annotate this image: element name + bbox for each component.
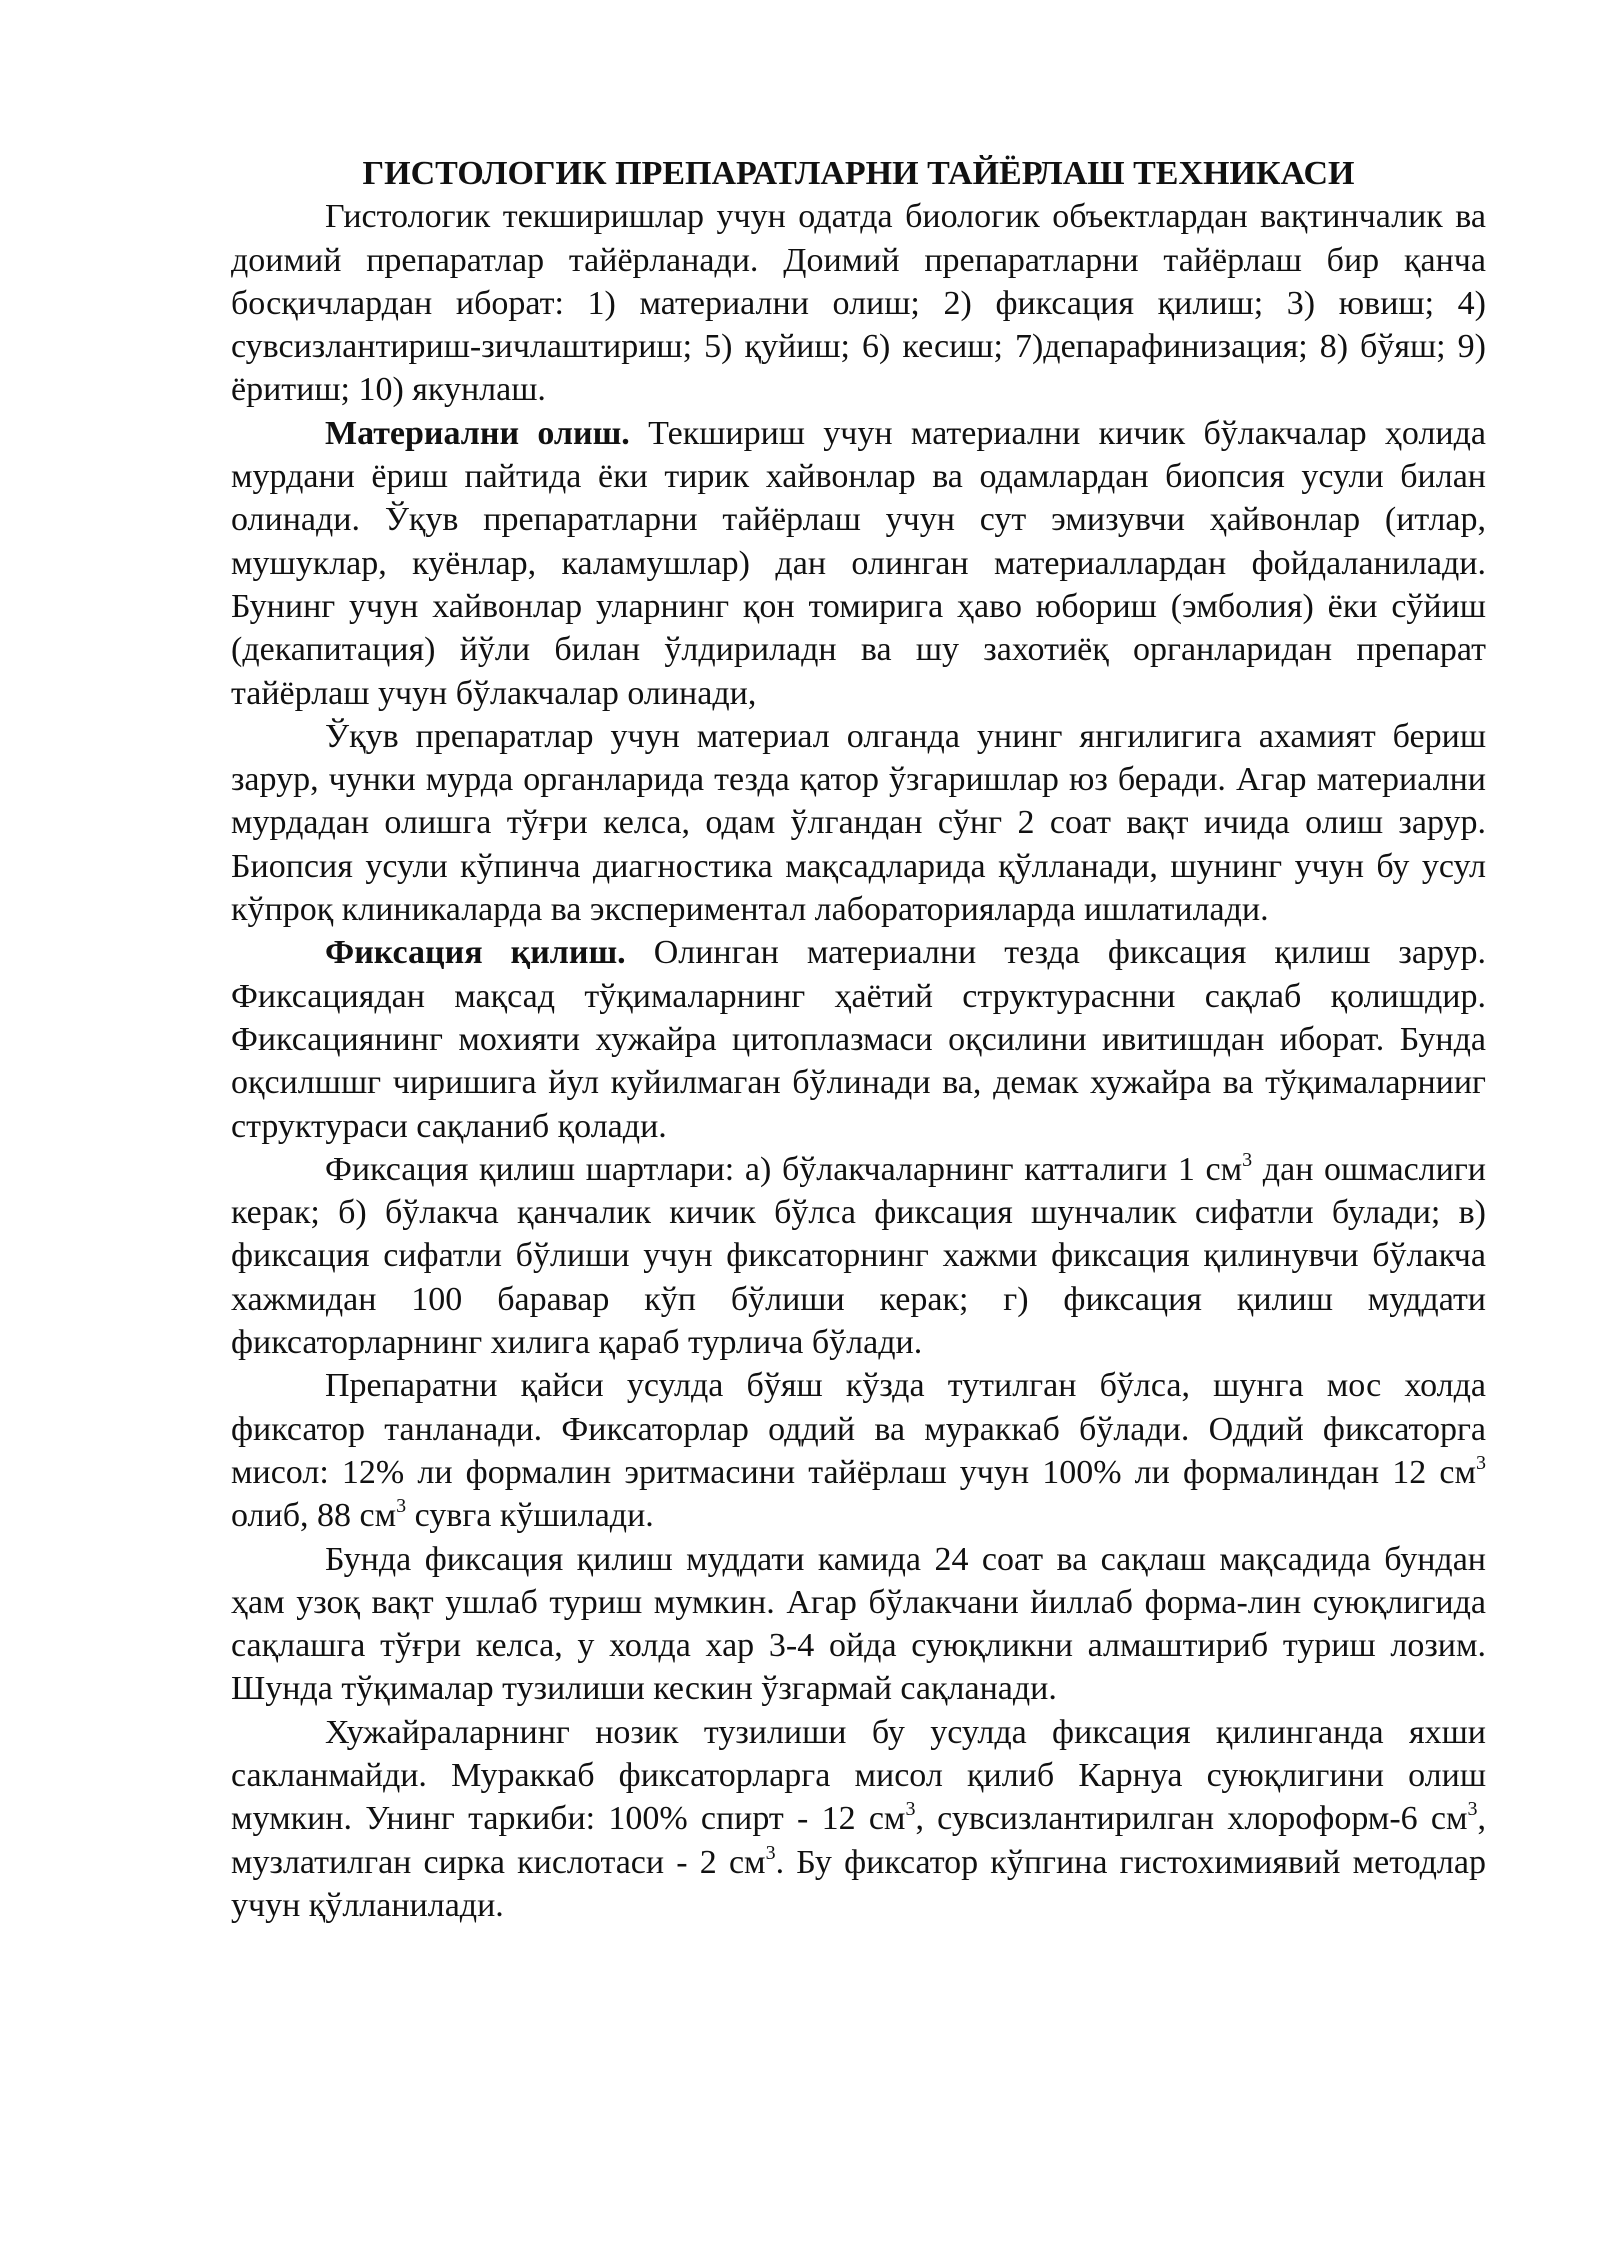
paragraph-text: , музлатилган сирка кислотаси - 2 см xyxy=(231,1800,1486,1881)
superscript: 3 xyxy=(1476,1451,1486,1474)
paragraph-text: , сувсизлантирилган хлороформ-6 см xyxy=(915,1800,1468,1838)
paragraph-text: Текшириш учун материални кичик бўлакчалар ҳолида мурдани ёриш пайтида ёки тирик хайвонлар ва одамлардан биопсия усули билан олинади. Ўқув препаратларни тайёрлаш учун сут эмизувчи ҳайвонлар (итлар, мушуклар, куёнлар, каламушлар) дан олинган материаллардан фойдаланилади. Бунинг учун хайвонлар уларнинг қон томирига ҳаво юбориш (эмболия) ёки сўйиш (декапитация) йўли билан ўлдириладн ва шу захотиёқ органларидан препарат тайёрлаш учун бўлакчалар олинади, xyxy=(231,414,1486,712)
paragraph-text: Хужайраларнинг нозик тузилиши бу усулда фиксация қилинганда яхши сакланмайди. Мураккаб фиксаторларга мисол қилиб Карнуа суюқлигини олиш мумкин. Унинг таркиби: 100% спирт - 12 см xyxy=(231,1713,1486,1838)
section-heading-fixation: Фиксация қилиш. xyxy=(325,934,626,972)
paragraph-text: Олинган материални тезда фиксация қилиш зарур. Фиксациядан мақсад тўқималарнинг ҳаётий структураснни сақлаб қолишдир. Фиксациянинг мохияти хужайра цитоплазмаси оқсилини ивитишдан иборат. Бунда оқсилшшг чиришига йул куйилмаган бўлинади ва, демак хужайра ва тўқималарнииг структураси сақланиб қолади. xyxy=(231,934,1486,1145)
paragraph-text: дан ошмаслиги керак; б) бўлакча қанчалик кичик бўлса фиксация шунчалик сифатли булади; в) фиксация сифатли бўлиши учун фиксаторнинг хажми фиксация қилинувчи бўлакча хажмидан 100 баравар кўп бўлиши керак; г) фиксация қилиш муддати фиксаторларнинг хилига қараб турлича бўлади. xyxy=(231,1150,1486,1362)
document-title: ГИСТОЛОГИК ПРЕПАРАТЛАРНИ ТАЙЁРЛАШ ТЕХНИКАСИ xyxy=(362,155,1355,192)
paragraph-text: . Бу фиксатор кўпгина гистохимиявий методлар учун қўлланилади. xyxy=(231,1843,1486,1924)
section-heading-material-collection: Материални олиш. xyxy=(325,414,630,452)
paragraph-fixator-choice xyxy=(231,1364,1486,1537)
paragraph-training-preparations: Ўқув препаратлар учун материал олганда унинг янгилигига ахамият бериш зарур, чунки мурда органларида тезда қатор ўзгаришлар юз беради. Агар материални мурдадан олишга тўғри келса, одам ўлгандан сўнг 2 соат вақт ичида олиш зарур. Биопсия усули кўпинча диагностика мақсадларида қўлланади, шунинг учун бу усул кўпроқ клиникаларда ва экспериментал лабораторияларда ишлатилади. xyxy=(231,717,1486,929)
paragraph-fixation xyxy=(231,931,1486,1147)
paragraph-text: Препаратни қайси усулда бўяш кўзда тутилган бўлса, шунга мос холда фиксатор танланади. Фиксаторлар оддий ва мураккаб бўлади. Оддий фиксаторга мисол: 12% ли формалин эритмасини тайёрлаш учун 100% ли формалиндан 12 см xyxy=(231,1367,1486,1491)
superscript: 3 xyxy=(1242,1148,1253,1171)
paragraph-fixation-conditions xyxy=(231,1148,1486,1364)
paragraph-text: Фиксация қилиш шартлари: а) бўлакчаларнинг катталиги 1 см xyxy=(325,1150,1243,1188)
superscript: 3 xyxy=(905,1798,916,1821)
superscript: 3 xyxy=(765,1841,776,1864)
superscript: 3 xyxy=(1467,1798,1478,1821)
superscript: 3 xyxy=(396,1495,407,1518)
paragraph-intro: Гистологик текширишлар учун одатда биологик объектлардан вақтинчалик ва доимий препаратлар тайёрланади. Доимий препаратларни тайёрлаш бир қанча босқичлардан иборат: 1) материални олиш; 2) фиксация қилиш; 3) ювиш; 4) сувсизлантириш-зичлаштириш; 5) қуйиш; 6) кесиш; 7)депарафинизация; 8) бўяш; 9) ёритиш; 10) якунлаш. xyxy=(231,198,1486,409)
paragraph-fixation-duration: Бунда фиксация қилиш муддати камида 24 соат ва сақлаш мақсадида бундан ҳам узоқ вақт ушлаб туриш мумкин. Агар бўлакчани йиллаб форма-лин суюқлигида сақлашга тўғри келса, у холда хар 3-4 ойда суюқликни алмаштириб туриш лозим. Шунда тўқималар тузилиши кескин ўзгармай сақланади. xyxy=(231,1540,1486,1708)
document-page xyxy=(231,152,1486,1927)
paragraph-material-collection xyxy=(231,412,1486,715)
paragraph-text: сувга кўшилади. xyxy=(406,1497,654,1535)
paragraph-carnoy xyxy=(231,1711,1486,1927)
paragraph-text: олиб, 88 см xyxy=(231,1497,397,1535)
